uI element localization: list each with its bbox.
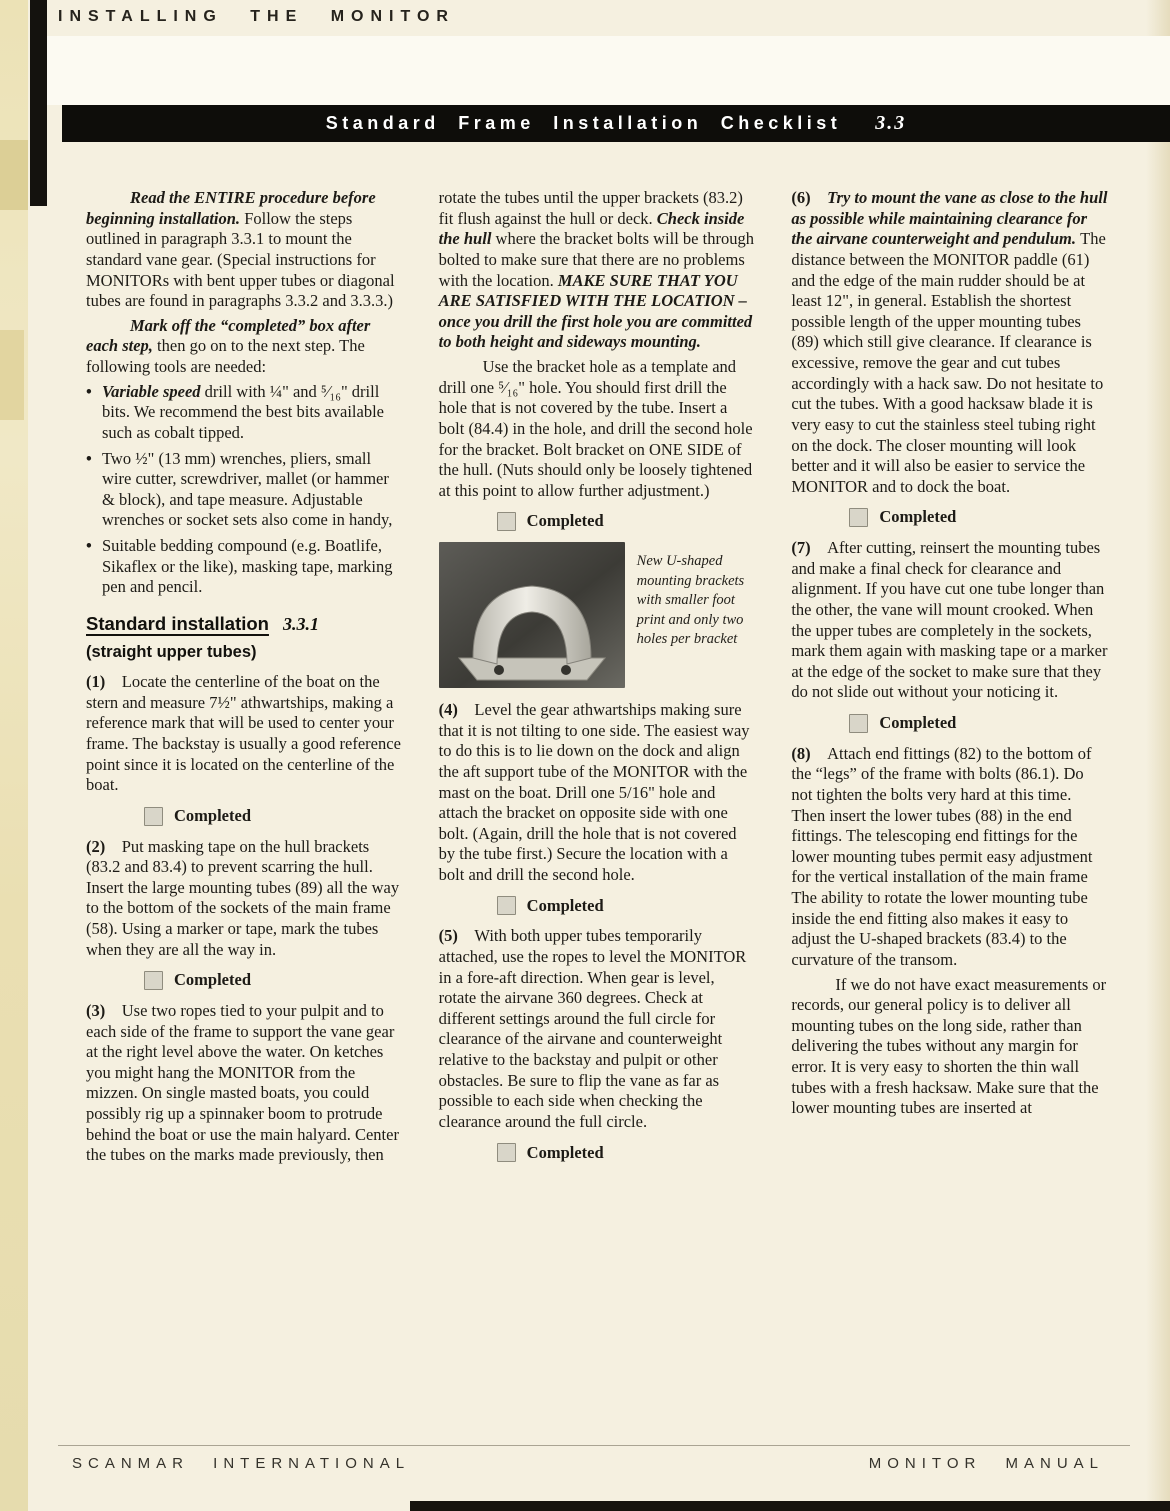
completed-checkbox [849, 714, 868, 733]
corner-rule [30, 0, 47, 206]
step-paragraph [86, 1001, 403, 1166]
completed-checkbox-row [497, 511, 756, 532]
text-segment: (1) [86, 672, 122, 692]
completed-checkbox [849, 508, 868, 527]
text-segment: Read the ENTIRE procedure before beginning installation. [86, 188, 376, 228]
completed-label: Completed [174, 970, 251, 990]
step-paragraph [791, 538, 1108, 703]
completed-checkbox-row [144, 806, 403, 827]
subsection-subtitle: (straight upper tubes) [86, 642, 257, 661]
text-segment: drill with ¼" and ⁵⁄₁₆" drill bits. We recommend the best bits available such as cobalt tipped. [102, 381, 384, 442]
text-segment: Put masking tape on the hull brackets (83.2 and 83.4) to prevent scarring the hull. Insert the large mounting tubes (89) all the way to the bottom of the sockets of the main frame (58). Using a marker or tape, mark the tubes when they are all the way in. [86, 836, 400, 959]
step-paragraph [86, 672, 403, 796]
text-segment: Use the bracket hole as a template and drill one ⁵⁄₁₆" hole. You should first drill the hole that is not covered by the tube. Insert a bolt (84.4) in the hole, and drill the second hole for the bracket. Bolt bracket on ONE SIDE of the hull. (Nuts should only be loosely tightened at this point to allow further adjustment.) [438, 357, 753, 500]
text-segment: (2) [86, 836, 122, 856]
completed-checkbox-row [497, 1143, 756, 1164]
text-segment: With both upper tubes temporarily attached, use the ropes to level the MONITOR in a fore-aft direction. When gear is level, rotate the airvane 360 degrees. Check at different settings around the full circle for clearance of the airvane and counterweight relative to the backstay and pulpit or other obstacles. Be sure to flip the vane as far as possible to each side when checking the clearance around the full circle. [438, 926, 747, 1131]
paragraph [86, 316, 403, 378]
completed-label: Completed [526, 895, 604, 915]
checklist-columns [86, 188, 1108, 1173]
page-right-edge [1146, 0, 1170, 1511]
text-column-1 [86, 188, 403, 1173]
completed-checkbox-row [849, 713, 1108, 734]
completed-checkbox [144, 807, 163, 826]
paragraph [439, 188, 756, 353]
completed-checkbox [497, 512, 516, 531]
text-segment: Two ½" (13 mm) wrenches, pliers, small wire cutter, screwdriver, mallet (or hammer & block), and tape measure. Adjustable wrenches or socket sets also come in handy, [102, 448, 393, 530]
footer-publisher: SCANMAR INTERNATIONAL [72, 1455, 411, 1472]
text-segment: MAKE SURE THAT YOU ARE SATISFIED WITH THE LOCATION – once you drill the first hole you are committed to both height and sideways mounting. [438, 270, 753, 352]
text-segment: Variable speed [102, 381, 205, 401]
text-segment: then go on to the next step. The following tools are needed: [86, 336, 365, 376]
completed-checkbox-row [497, 896, 756, 917]
section-title-bar [62, 105, 1170, 142]
completed-checkbox [497, 1143, 516, 1162]
completed-checkbox [497, 896, 516, 915]
bullet-item [86, 382, 403, 444]
text-segment: If we do not have exact measurements or records, our general policy is to deliver all mounting tubes on the long side, rather than delivering the tubes without any margin for error. It is very easy to shorten the thin wall tubes with a fresh hacksaw. Make sure that the lower mounting tubes are inserted at [791, 974, 1107, 1118]
bullet-item [86, 536, 403, 598]
running-head: INSTALLING THE MONITOR [58, 8, 455, 25]
text-segment: After cutting, reinsert the mounting tubes and make a final check for clearance and alignment. If you have cut one tube longer than the other, the vane will mount crooked. When the upper tubes are completely in the sockets, mark them again with masking tape or a marker at the edge of the socket to make sure that they do not slide out without your noticing it. [791, 538, 1108, 702]
completed-label: Completed [174, 805, 251, 825]
bracket-figure [439, 542, 756, 688]
bracket-photo [439, 542, 625, 688]
subsection-number: 3.3.1 [282, 613, 319, 634]
completed-checkbox-row [849, 507, 1108, 528]
text-segment: (8) [791, 743, 828, 763]
completed-checkbox-row [144, 970, 403, 991]
scan-blotch [0, 330, 24, 420]
bullet-text [102, 382, 403, 444]
text-segment: Attach end fittings (82) to the bottom of the “legs” of the frame with bolts (86.1). Do not tighten the bolts very hard at this time. Then insert the lower tubes (88) in the end fittings. The telescoping end fittings for the lower mounting tubes permit easy adjustment for the vertical installation of the main frame The ability to rotate the lower mounting tube inside the end fitting also makes it easy to adjust the U-shaped brackets (83.4) to the curvature of the transom. [791, 743, 1093, 969]
section-title: Standard Frame Installation Checklist [325, 113, 842, 133]
section-number: 3.3 [875, 112, 907, 134]
completed-label: Completed [879, 507, 957, 527]
text-segment: (3) [86, 1000, 122, 1020]
bullet-marker: • [86, 448, 92, 468]
subsection-title: Standard installation [86, 612, 269, 634]
step-paragraph [791, 188, 1108, 497]
text-column-2 [439, 188, 756, 1173]
step-paragraph [86, 837, 403, 961]
completed-label: Completed [526, 1142, 604, 1162]
text-segment: Level the gear athwartships making sure that it is not tilting to one side. The easiest way to do this is to lie down on the dock and align the aft support tube of the MONITOR with the mast on the boat. Drill one 5/16" hole and attach the bracket on opposite side with one bolt. (Again, drill the hole that is not covered by the tube first.) Secure the location with a bolt and drill the second hole. [438, 700, 750, 884]
step-paragraph [439, 700, 756, 886]
page-bottom-edge [410, 1501, 1170, 1511]
text-segment: Locate the centerline of the boat on the stern and measure 7½" athwartships, making a reference mark that will be used to center your frame. The backstay is usually a good reference point since it is located on the centerline of the boat. [86, 672, 401, 795]
footer-manual-name: MONITOR MANUAL [868, 1455, 1104, 1472]
text-segment: (4) [438, 700, 475, 719]
footer-rule [58, 1445, 1130, 1446]
text-column-3 [791, 188, 1108, 1173]
text-segment: rotate the tubes until the upper brackets (83.2) fit flush against the hull or deck. [438, 188, 743, 228]
top-panel [47, 36, 1170, 105]
scan-blotch [0, 140, 28, 210]
text-segment: Mark off the “completed” box after each step, [86, 315, 371, 356]
paragraph [439, 357, 756, 501]
text-segment: Try to mount the vane as close to the hull as possible while maintaining clearance for the airvane counterweight and pendulum. [791, 188, 1108, 249]
step-paragraph [791, 744, 1108, 971]
bullet-text [102, 536, 403, 598]
text-segment: The distance between the MONITOR paddle (61) and the edge of the main rudder should be at least 12", in general. Establish the shortest possible length of the upper mounting tubes (89) which still give clearance. If clearance is excessive, remove the gear and cut tubes accordingly with a hack saw. Do not hesitate to cut the tubes. With a good hacksaw blade it is very easy to cut the stainless steel tubing right on the dock. The closer mounting will look better and it will also be easier to service the MONITOR and to dock the boat. [791, 229, 1106, 496]
subsection-heading [86, 612, 403, 662]
text-segment: where the bracket bolts will be through bolted to make sure that there are no problems with the location. [438, 229, 754, 290]
bullet-item [86, 449, 403, 532]
step-paragraph [439, 926, 756, 1132]
text-segment: Check inside the hull [438, 208, 745, 249]
figure-caption: New U-shaped mounting brackets with smaller foot print and only two holes per bracket [636, 553, 745, 648]
completed-label: Completed [879, 713, 957, 732]
bullet-marker: • [86, 381, 92, 401]
text-segment: Use two ropes tied to your pulpit and to each side of the frame to support the vane gear at the right level above the water. On ketches you might hang the MONITOR from the mizzen. On single masted boats, you could possibly rig up a spinnaker boom to protrude behind the boat or use the main halyard. Center the tubes on the marks made previously, then [86, 1000, 399, 1165]
text-segment: (5) [438, 926, 475, 946]
text-segment: (6) [791, 188, 828, 207]
text-segment: Follow the steps outlined in paragraph 3.3.1 to mount the standard vane gear. (Special instructions for MONITORs with bent upper tubes or diagonal tubes are found in paragraphs 3.3.2 and 3.3.3.) [86, 208, 395, 311]
text-segment: (7) [791, 538, 828, 557]
bullet-marker: • [86, 536, 92, 555]
paragraph [791, 975, 1108, 1119]
bullet-text [102, 449, 403, 532]
paragraph [86, 188, 403, 312]
text-segment: Suitable bedding compound (e.g. Boatlife, Sikaflex or the like), masking tape, marking pen and pencil. [102, 536, 393, 597]
page-left-edge [0, 0, 28, 1511]
completed-label: Completed [526, 511, 604, 531]
completed-checkbox [144, 971, 163, 990]
